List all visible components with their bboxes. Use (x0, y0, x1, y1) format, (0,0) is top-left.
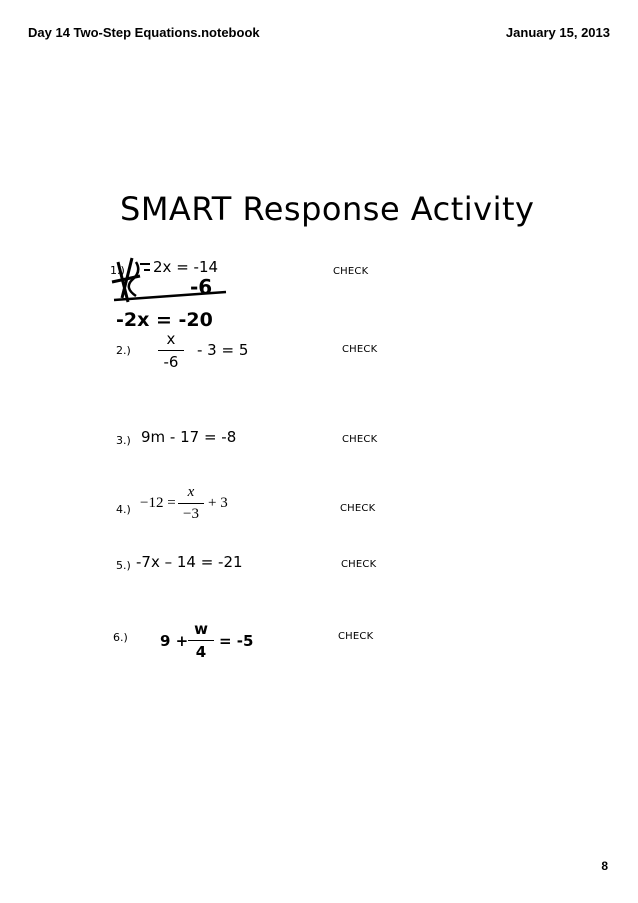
problem-3-number: 3.) (116, 434, 131, 447)
problem-2-number: 2.) (116, 344, 131, 357)
problem-6-fraction (188, 620, 214, 661)
problem-2-numerator: x (166, 330, 176, 348)
page-date: January 15, 2013 (505, 25, 610, 40)
problem-3-equation: 9m - 17 = -8 (141, 428, 237, 446)
problem-4-fraction (178, 484, 204, 523)
handwritten-line-2: -2x = -20 (116, 309, 213, 331)
problem-4-lhs: −12 = (140, 495, 176, 511)
problem-4-number: 4.) (116, 503, 131, 516)
problem-4-equation: + 3 (208, 495, 228, 511)
page-number: 8 (601, 859, 608, 873)
problem-6-lhs: 9 + (160, 632, 189, 650)
fraction-bar (178, 503, 204, 504)
problem-3-check: CHECK (342, 434, 378, 445)
problem-2-denominator: -6 (163, 353, 179, 371)
problem-1-equation: 2x = -14 (153, 258, 219, 276)
problem-6-check: CHECK (338, 631, 374, 642)
problem-2-check: CHECK (342, 344, 378, 355)
problem-4-check: CHECK (340, 503, 376, 514)
problem-5-equation: -7x – 14 = -21 (136, 553, 243, 571)
notebook-title: Day 14 Two-Step Equations.notebook (28, 25, 260, 40)
handwritten-line-1: -6 (190, 275, 213, 299)
problem-1-check: CHECK (333, 266, 369, 277)
problem-6-numerator: w (194, 620, 208, 638)
problem-6-denominator: 4 (195, 643, 207, 661)
problem-6-equation: = -5 (219, 632, 254, 650)
fraction-bar (188, 640, 214, 641)
fraction-bar (158, 350, 184, 351)
problem-5-number: 5.) (116, 559, 131, 572)
problem-4-denominator: −3 (183, 506, 199, 522)
problem-2-fraction (158, 330, 184, 371)
problem-5-check: CHECK (341, 559, 377, 570)
problem-2-equation: - 3 = 5 (197, 341, 249, 359)
problem-4-numerator: x (187, 484, 195, 500)
page-title: SMART Response Activity (120, 190, 535, 228)
problem-6-number: 6.) (113, 631, 128, 644)
problem-1-number: 1.) (110, 264, 125, 277)
